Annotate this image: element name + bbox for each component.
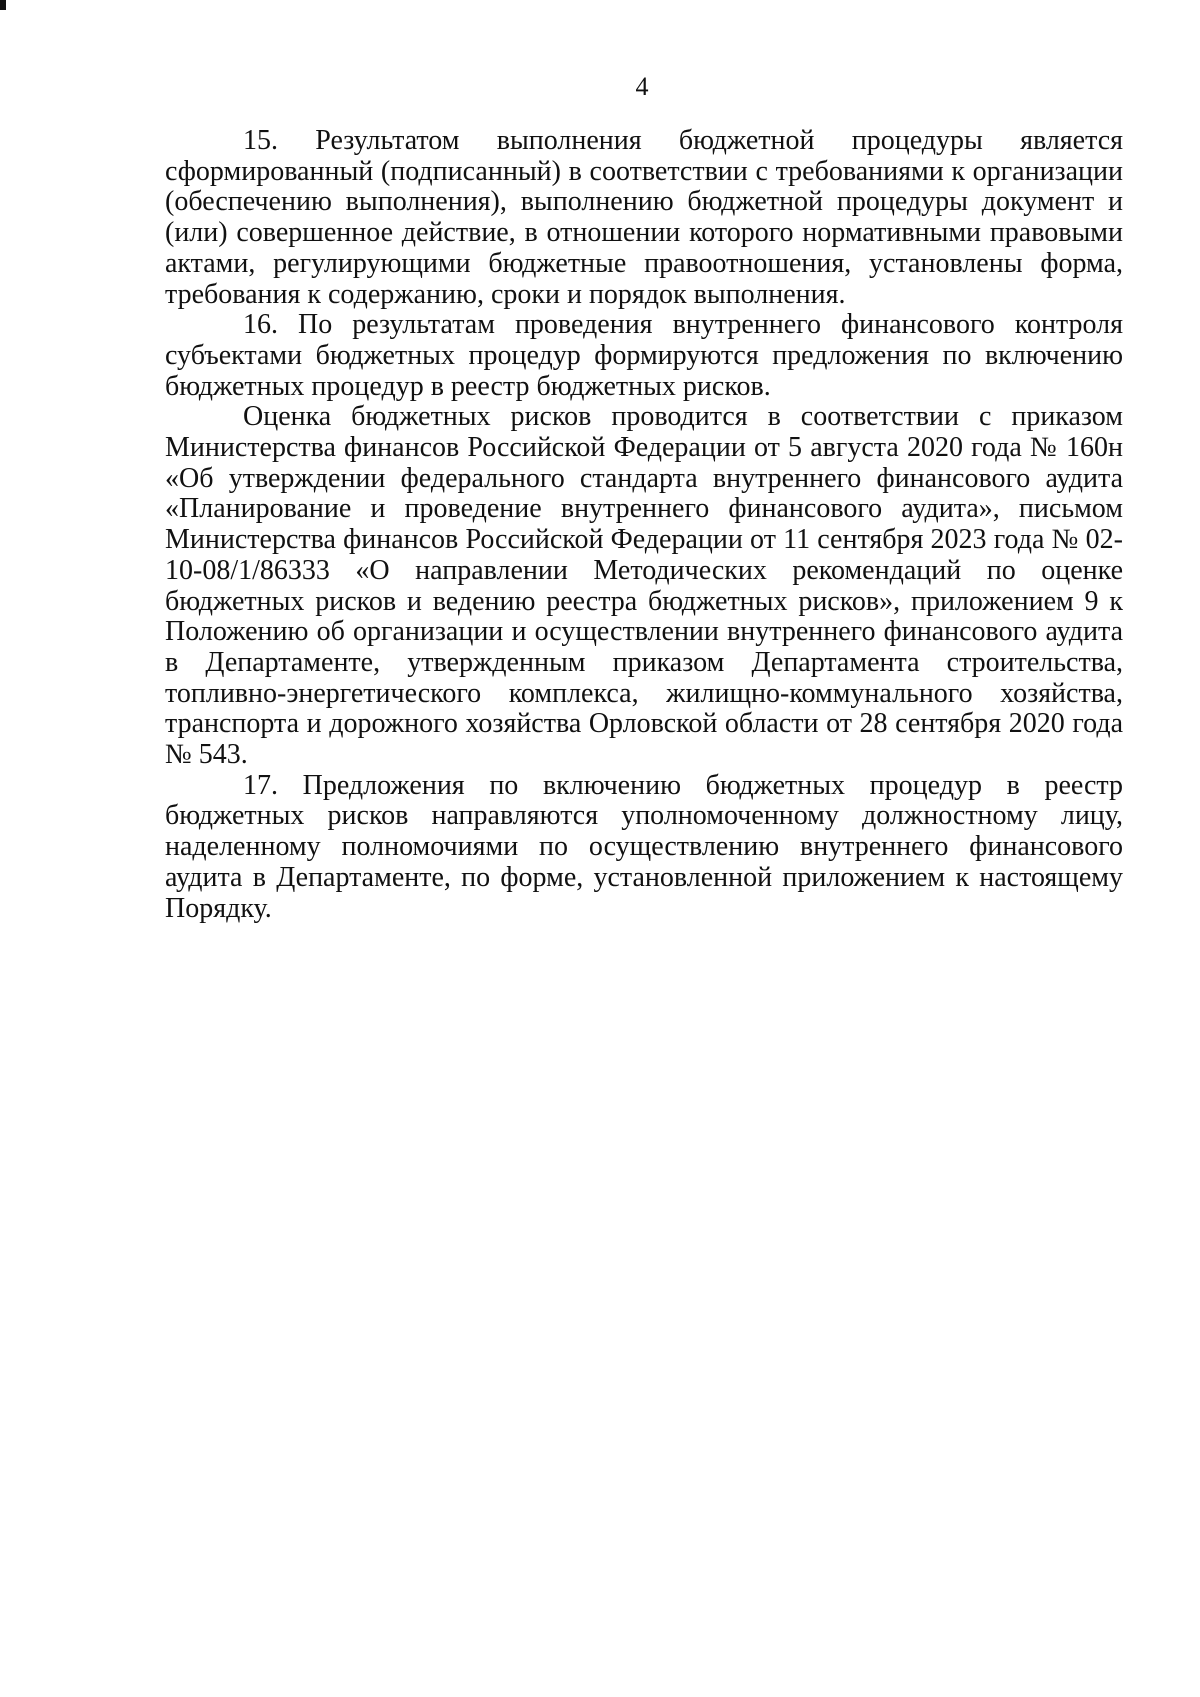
page-number: 4 (635, 72, 649, 101)
paragraph-15: 15. Результатом выполнения бюджетной процедуры является сформированный (подписанный) в соответствии с требованиями к организации (обеспечению выполнения), выполнению бюджетной процедуры документ и (или) совершенное действие, в отношении которого нормативными правовыми актами, регулирующими бюджетные правоотношения, установлены форма, требования к содержанию, сроки и порядок выполнения. (165, 125, 1123, 310)
paragraph-risk-assessment: Оценка бюджетных рисков проводится в соответствии с приказом Министерства финансов Российской Федерации от 5 августа 2020 года № 160н «Об утверждении федерального стандарта внутреннего финансового аудита «Планирование и проведение внутреннего финансового аудита», письмом Министерства финансов Российской Федерации от 11 сентября 2023 года № 02-10-08/1/86333 «О направлении Методических рекомендаций по оценке бюджетных рисков и ведению реестра бюджетных рисков», приложением 9 к Положению об организации и осуществлении внутреннего финансового аудита в Департаменте, утвержденным приказом Департамента строительства, топливно-энергетического комплекса, жилищно-коммунального хозяйства, транспорта и дорожного хозяйства Орловской области от 28 сентября 2020 года № 543. (165, 401, 1123, 771)
paragraph-16: 16. По результатам проведения внутреннего финансового контроля субъектами бюджетных процедур формируются предложения по включению бюджетных процедур в реестр бюджетных рисков. (165, 309, 1123, 402)
scan-edge-mark (0, 0, 6, 10)
document-body (165, 126, 1123, 924)
paragraph-17: 17. Предложения по включению бюджетных процедур в реестр бюджетных рисков направляются уполномоченному должностному лицу, наделенному полномочиями по осуществлению внутреннего финансового аудита в Департаменте, по форме, установленной приложением к настоящему Порядку. (165, 769, 1123, 924)
